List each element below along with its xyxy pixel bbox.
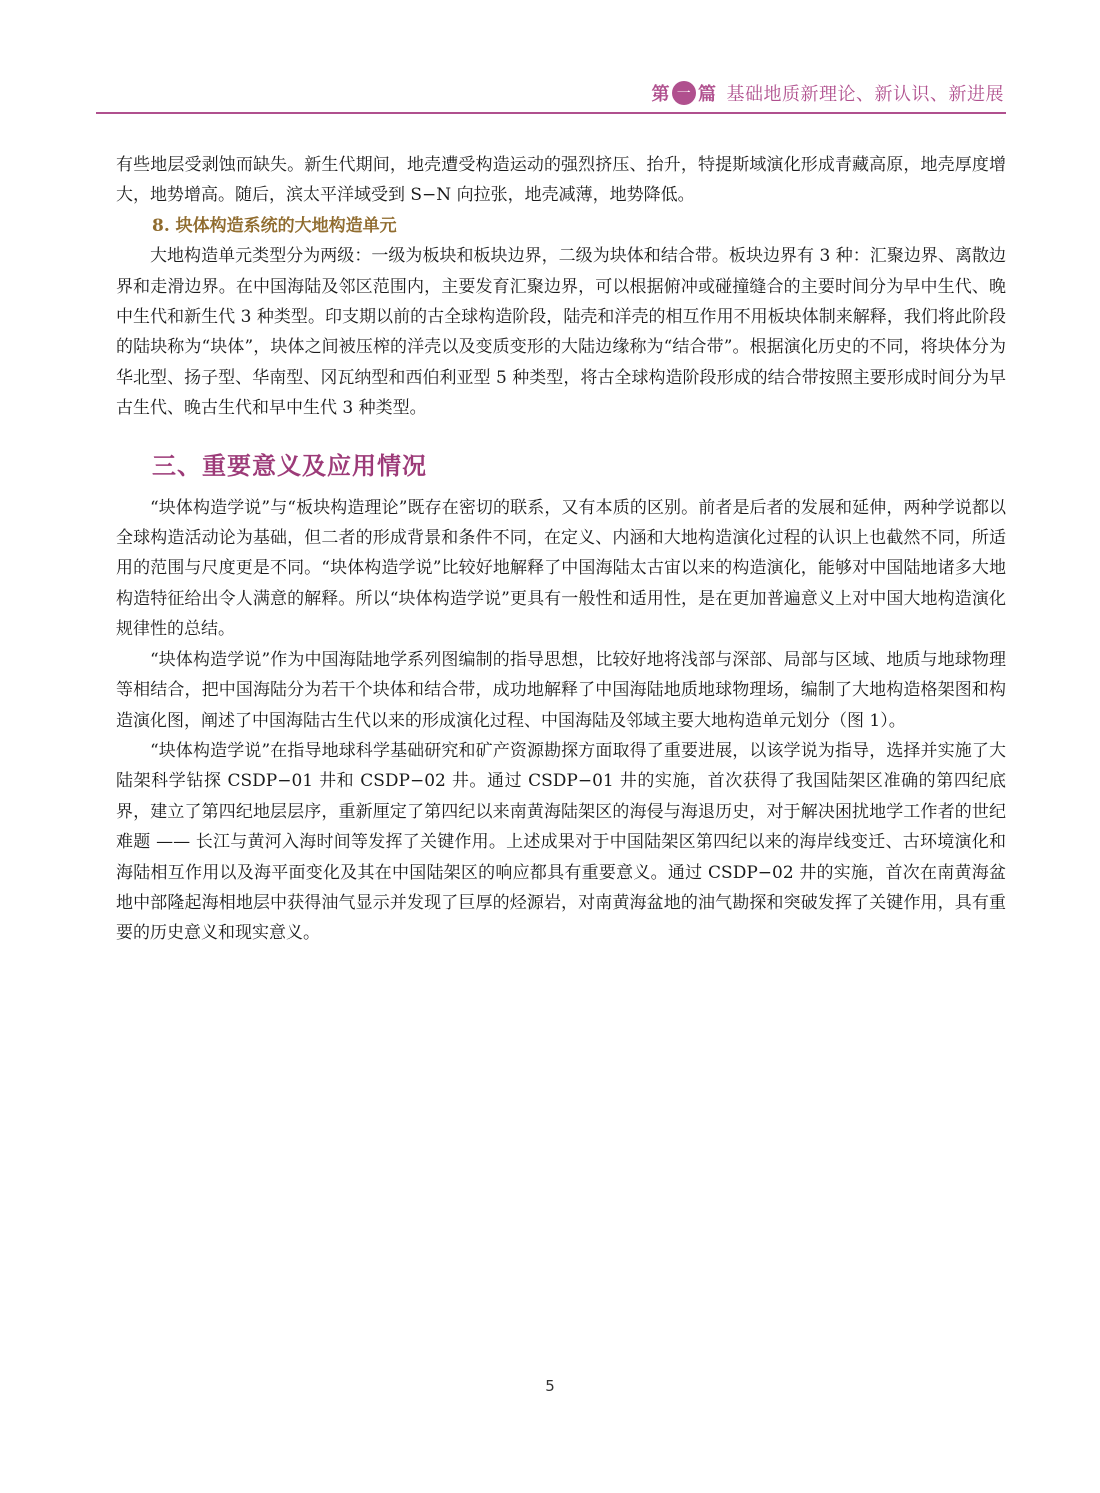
section-heading: 三、重要意义及应用情况 xyxy=(152,451,427,480)
section-paragraph-3: “块体构造学说”在指导地球科学基础研究和矿产资源勘探方面取得了重要进展，以该学说为指导，选择并实施了大陆架科学钻探 CSDP−01 井和 CSDP−02 井。通过 CSDP−01 井的实施，首次获得了我国陆架区准确的第四纪底界，建立了第四纪地层层序，重新厘定了第四纪以来南黄海陆架区的海侵与海退历史，对于解决困扰地学工作者的世纪难题 —— 长江与黄河入海时间等发挥了关键作用。上述成果对于中国陆架区第四纪以来的海岸线变迁、古环境演化和海陆相互作用以及海平面变化及其在中国陆架区的响应都具有重要意义。通过 CSDP−02 井的实施，首次在南黄海盆地中部隆起海相地层中获得油气显示并发现了巨厚的烃源岩，对南黄海盆地的油气勘探和突破发挥了关键作用，具有重要的历史意义和现实意义。 xyxy=(116,740,1006,944)
page-content xyxy=(116,150,1006,949)
section-paragraph-2: “块体构造学说”作为中国海陆地学系列图编制的指导思想，比较好地将浅部与深部、局部与区域、地质与地球物理等相结合，把中国海陆分为若干个块体和结合带，成功地解释了中国海陆地质地球物理场，编制了大地构造格架图和构造演化图，阐述了中国海陆古生代以来的形成演化过程、中国海陆及邻域主要大地构造单元划分（图 1）。 xyxy=(116,649,1006,731)
part-suffix: 篇 xyxy=(698,84,717,105)
page-number: 5 xyxy=(545,1377,555,1395)
subsection-paragraph: 大地构造单元类型分为两级：一级为板块和板块边界，二级为块体和结合带。板块边界有 3 种：汇聚边界、离散边界和走滑边界。在中国海陆及邻区范围内，主要发育汇聚边界，可以根据俯冲或碰撞缝合的主要时间分为早中生代、晚中生代和新生代 3 种类型。印支期以前的古全球构造阶段，陆壳和洋壳的相互作用不用板块体制来解释，我们将此阶段的陆块称为“块体”，块体之间被压榨的洋壳以及变质变形的大陆边缘称为“结合带”。根据演化历史的不同，将块体分为华北型、扬子型、华南型、冈瓦纳型和西伯利亚型 5 种类型，将古全球构造阶段形成的结合带按照主要形成时间分为早古生代、晚古生代和早中生代 3 种类型。 xyxy=(116,246,1006,419)
subsection-heading: 8. 块体构造系统的大地构造单元 xyxy=(152,215,397,236)
running-header xyxy=(652,80,1005,106)
intro-paragraph: 有些地层受剥蚀而缺失。新生代期间，地壳遭受构造运动的强烈挤压、抬升，特提斯域演化形成青藏高原，地壳厚度增大，地势增高。随后，滨太平洋域受到 S−N 向拉张，地壳减薄，地势降低。 xyxy=(116,155,1006,206)
section-paragraph-1: “块体构造学说”与“板块构造理论”既存在密切的联系，又有本质的区别。前者是后者的发展和延伸，两种学说都以全球构造活动论为基础，但二者的形成背景和条件不同，在定义、内涵和大地构造演化过程的认识上也截然不同，所适用的范围与尺度更是不同。“块体构造学说”比较好地解释了中国海陆太古宙以来的构造演化，能够对中国陆地诸多大地构造特征给出令人满意的解释。所以“块体构造学说”更具有一般性和适用性，是在更加普遍意义上对中国大地构造演化规律性的总结。 xyxy=(116,497,1006,640)
part-prefix: 第 xyxy=(651,84,670,105)
part-number-badge: 一 xyxy=(672,81,696,105)
header-divider xyxy=(96,112,1006,114)
part-title: 基础地质新理论、新认识、新进展 xyxy=(726,84,1004,105)
